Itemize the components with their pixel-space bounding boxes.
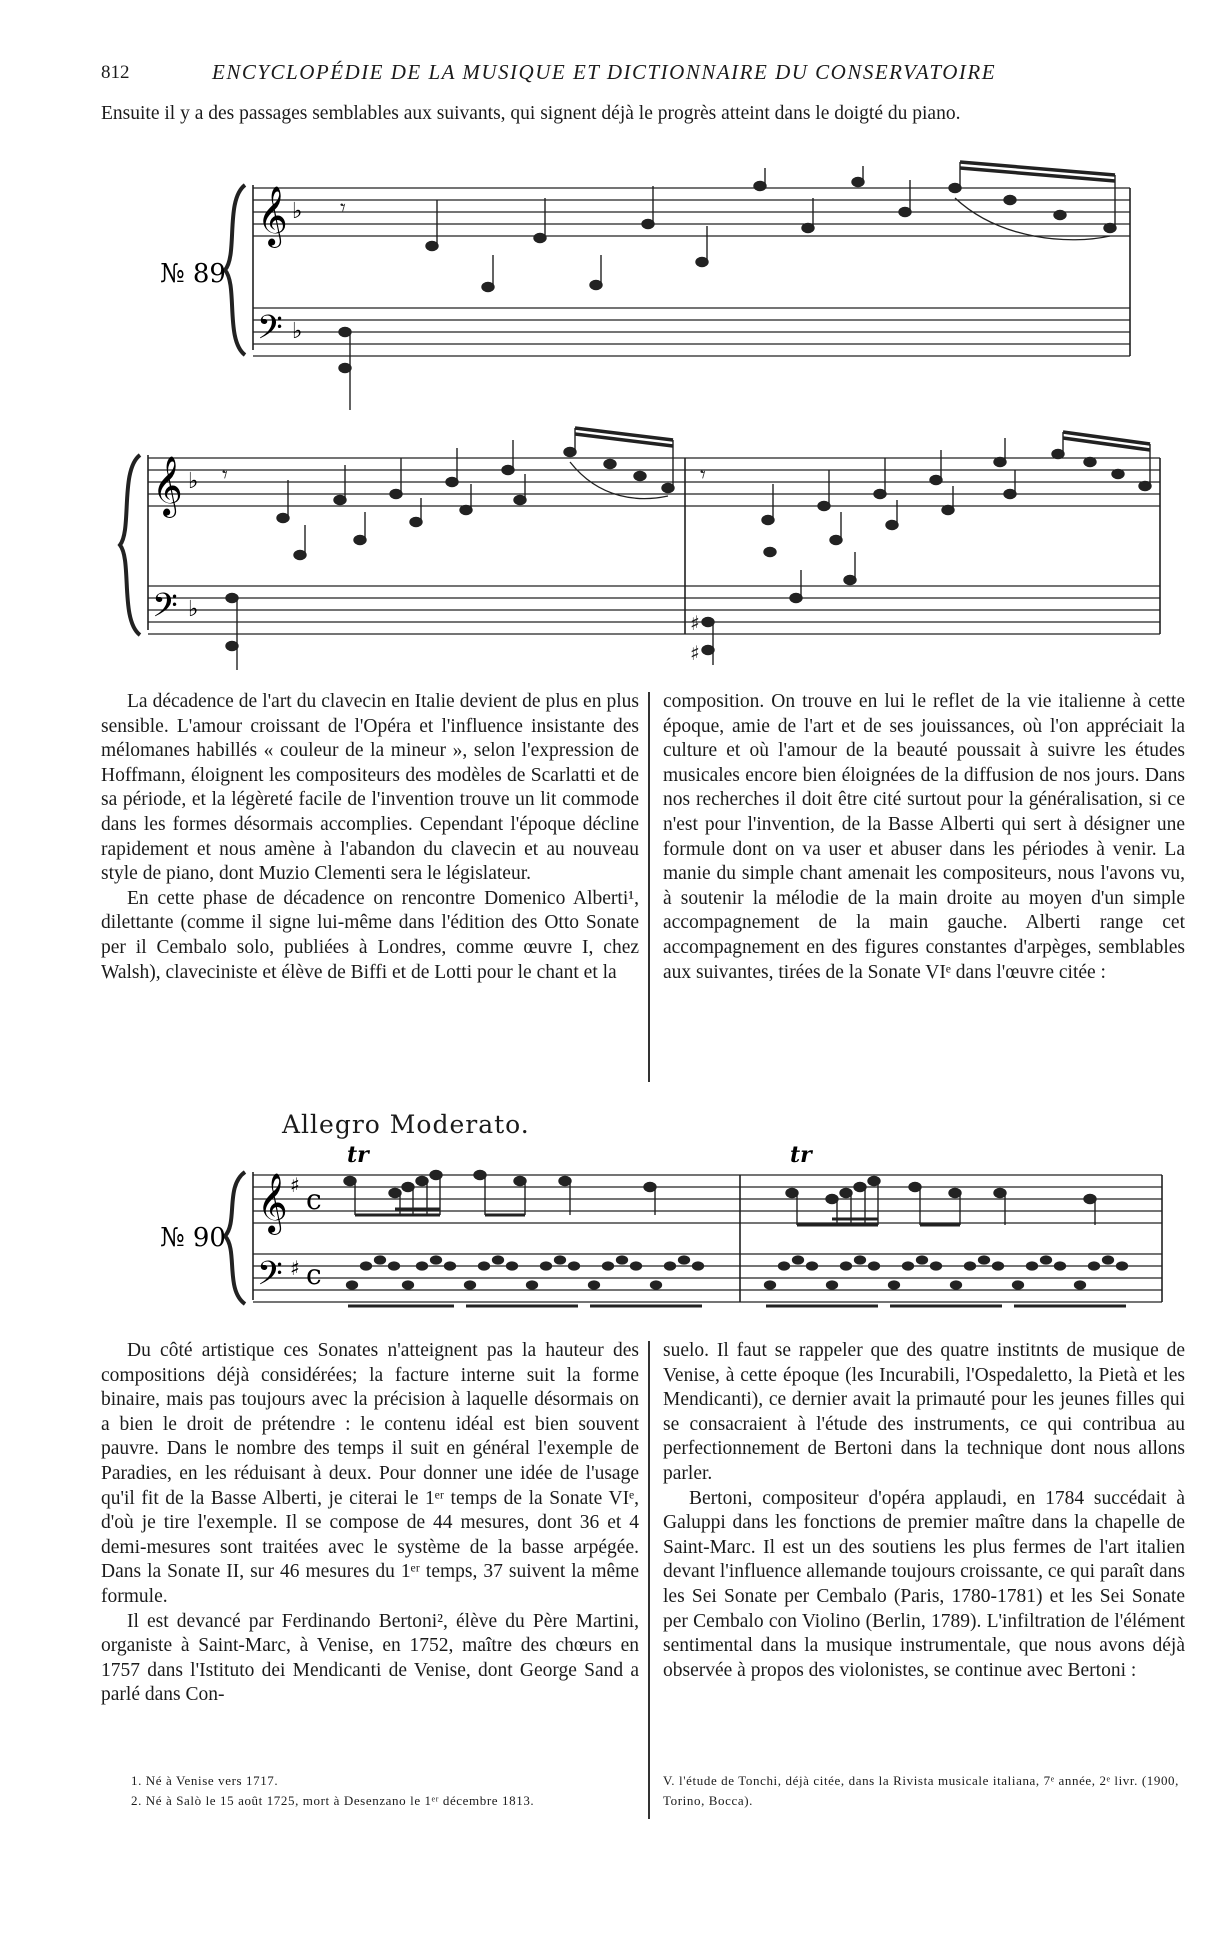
paragraph: composition. On trouve en lui le reflet de la vie italienne à cette époque, amie de l'art et de ses jouissances, où l'on appréciait la culture et où l'amour de la beauté poussait à suivre les études musicales encore bien éloignées de la diffusion de nos jours. Dans nos recherches il doit être cité surtout pour la généralisation, si ce n'est pour l'invention, de la Basse Alberti qui sert à désigner une formule dont on va user et abuser dans les périodes à venir. La manie du simple chant amenait les compositeurs, nous l'avons vu, à soutenir la mélodie de la main droite au moyen d'un simple accompagnement de la main gauche. Alberti range cet accompagnement en des figures constantes d'arpèges, semblables aux suivantes, tirées de la Sonate VIᵉ dans l'œuvre citée : — [663, 691, 1185, 983]
svg-text:♭: ♭ — [292, 319, 303, 344]
column-rule — [648, 692, 650, 1082]
bass-clef-icon: 𝄢 — [257, 309, 283, 355]
paragraph: suelo. Il faut se rappeler que des quatre institnts de musique de Venise, à cette époque (les Incurabili, l'Ospedaletto, la Pietà et les Mendicanti), ce dernier avait la primauté pour les jeunes filles qui se consacraient à l'étude des instruments, ce qui contribua au perfectionnement de Bertoni dans la technique dont nous allons parler. — [663, 1340, 1185, 1484]
paragraph: En cette phase de décadence on rencontre Domenico Alberti¹, dilettante (comme il signe lui-même dans l'édition des Otto Sonate per il Cembalo solo, publiées à Londres, comme œuvre I, chez Walsh), claveciniste et élève de Biffi et de Lotti pour le chant et la — [101, 887, 639, 983]
page-number: 812 — [101, 62, 130, 83]
footnote: V. l'étude de Tonchi, déjà citée, dans la Rivista musicale italiana, 7ᵉ année, 2ᵉ livr. (1900, Torino, Bocca). — [663, 1773, 1180, 1808]
svg-text:♯: ♯ — [290, 1173, 300, 1197]
footnote: 1. Né à Venise vers 1717. — [131, 1773, 279, 1788]
svg-text:𝄢: 𝄢 — [257, 1255, 283, 1301]
svg-text:c: c — [306, 1183, 322, 1216]
tempo-marking: Allegro Moderato. — [282, 1110, 530, 1139]
left-column-1 — [101, 690, 639, 985]
music-example-90 — [0, 1140, 1224, 1330]
svg-text:𝄞: 𝄞 — [257, 1173, 288, 1233]
treble-clef-icon: 𝄞 — [257, 186, 288, 246]
brace — [225, 185, 245, 355]
svg-text:𝄾: 𝄾 — [222, 463, 228, 488]
trill-mark: tr — [790, 1142, 812, 1168]
footnotes-right — [663, 1771, 1185, 1811]
example-90-label: № 90 — [160, 1223, 226, 1253]
svg-text:𝄾: 𝄾 — [700, 463, 706, 488]
svg-text:♯: ♯ — [690, 641, 700, 665]
right-column-1 — [663, 690, 1185, 985]
music-example-89 — [0, 150, 1224, 670]
svg-text:c: c — [306, 1258, 322, 1291]
right-column-2 — [663, 1339, 1185, 1683]
paragraph: Il est devancé par Ferdinando Bertoni², élève du Père Martini, organiste à Saint-Marc, à Venise, en 1752, maître des chœurs en 1757 dans l'Istituto dei Mendicanti de Venise, dont George Sand a parlé dans Con- — [101, 1610, 639, 1706]
paragraph: Bertoni, compositeur d'opéra applaudi, en 1784 succédait à Galuppi dans les fonctions de premier maître dans la chapelle de Saint-Marc. Il est un des soutiens les plus fermes de l'art italien devant l'influence allemande toujours croissante, ce qui paraît dans les Sei Sonate per Cembalo (Paris, 1780-1781) et les Sei Sonate per Cembalo con Violino (Berlin, 1789). L'infiltration de l'élément sentimental dans la musique instrumentale, que nous avons déjà observée à propos des violonistes, se continue avec Bertoni : — [663, 1487, 1185, 1681]
svg-text:𝄾: 𝄾 — [340, 196, 346, 221]
column-rule — [648, 1341, 650, 1819]
example-89-label: № 89 — [160, 259, 226, 289]
intro-paragraph: Ensuite il y a des passages semblables aux suivants, qui signent déjà le progrès atteint dans le doigté du piano. — [101, 103, 961, 124]
svg-text:♯: ♯ — [290, 1256, 300, 1280]
paragraph: La décadence de l'art du clavecin en Italie devient de plus en plus sensible. L'amour croissant de l'Opéra et l'influence insistante des mélomanes habillés « couleur de la mineur », selon l'expression de Hoffmann, éloignent les compositeurs des modèles de Scarlatti et de sa période, et la légèreté facile de l'invention trouve un lit commode dans les formes désormais accomplies. Cependant l'époque décline rapidement et nous amène à l'abandon du clavecin et au nouveau style de piano, dont Muzio Clementi sera le législateur. — [101, 691, 639, 885]
svg-text:♭: ♭ — [292, 199, 303, 224]
svg-text:♯: ♯ — [690, 611, 700, 635]
left-column-2 — [101, 1339, 639, 1708]
svg-text:𝄞: 𝄞 — [152, 456, 183, 516]
running-title: ENCYCLOPÉDIE DE LA MUSIQUE ET DICTIONNAIRE DU CONSERVATOIRE — [212, 60, 997, 84]
svg-text:♭: ♭ — [188, 597, 199, 622]
footnote: 2. Né à Salò le 15 août 1725, mort à Desenzano le 1ᵉʳ décembre 1813. — [131, 1793, 535, 1808]
trill-mark: tr — [347, 1142, 369, 1168]
svg-text:𝄢: 𝄢 — [152, 587, 178, 633]
footnotes-left — [101, 1771, 639, 1811]
svg-text:♭: ♭ — [188, 469, 199, 494]
paragraph: Du côté artistique ces Sonates n'atteignent pas la hauteur des compositions déjà considérées; la facture interne suit la forme binaire, mais pas toujours avec la précision à laquelle désormais on a bien le droit de prétendre : le contenu idéal est bien souvent pauvre. Dans le nombre des temps il suit en général l'exemple de Paradies, en les réduisant à deux. Pour donner une idée de l'usage qu'il fit de la Basse Alberti, je citerai le 1ᵉʳ temps de la Sonate VIᵉ, d'où je tire l'exemple. Il se compose de 44 mesures, dont 36 et 4 demi-mesures sont traitées avec le système de la basse arpégée. Dans la Sonate II, sur 46 mesures du 1ᵉʳ temps, 37 suivent la même formule. — [101, 1340, 639, 1607]
